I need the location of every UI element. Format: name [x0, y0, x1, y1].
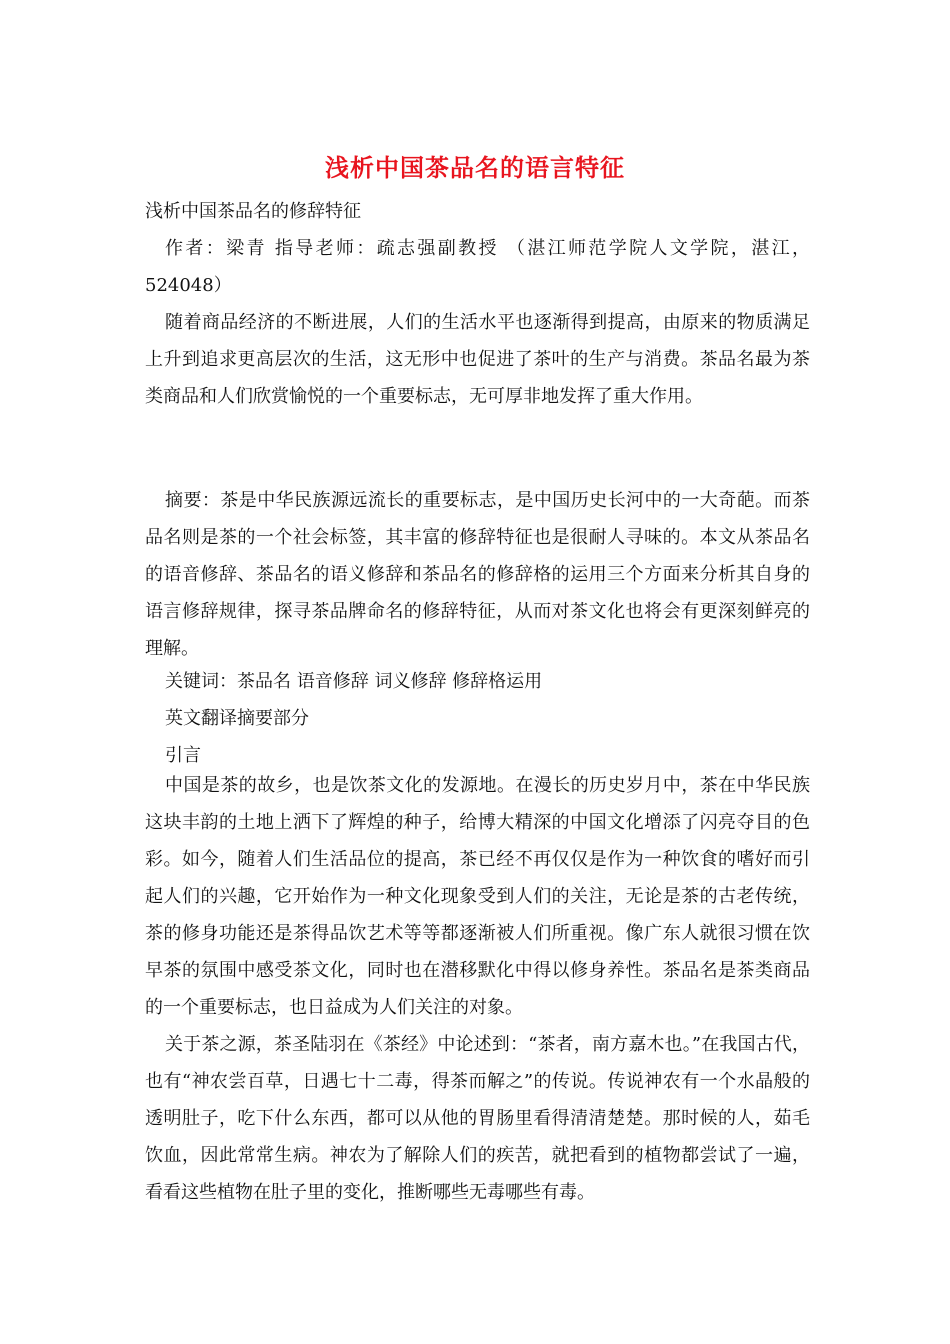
preface-heading: 引言 — [165, 745, 201, 766]
intro-paragraph: 随着商品经济的不断进展，人们的生活水平也逐渐得到提高，由原来的物质满足上升到追求更高层次的生活，这无形中也促进了茶叶的生产与消费。茶品名最为茶类商品和人们欣赏愉悦的一个重要标志，无可厚非地发挥了重大作用。 — [145, 312, 810, 407]
author-line: 作者：梁青 指导老师：疏志强副教授 （湛江师范学院人文学院，湛江，524048） — [145, 238, 810, 296]
keywords-line: 关键词：茶品名 语音修辞 词义修辞 修辞格运用 — [165, 671, 543, 692]
abstract-paragraph: 摘要：茶是中华民族源远流长的重要标志，是中国历史长河中的一大奇葩。而茶品名则是茶的一个社会标签，其丰富的修辞特征也是很耐人寻味的。本文从茶品名的语音修辞、茶品名的语义修辞和茶品名的修辞格的运用三个方面来分析其自身的语言修辞规律，探寻茶品牌命名的修辞特征，从而对茶文化也将会有更深刻鲜亮的理解。 — [145, 490, 810, 659]
english-abstract-heading: 英文翻译摘要部分 — [165, 708, 309, 729]
body-paragraph-china: 中国是茶的故乡，也是饮茶文化的发源地。在漫长的历史岁月中，茶在中华民族这块丰韵的土地上洒下了辉煌的种子，给博大精深的中国文化增添了闪亮夺目的色彩。如今，随着人们生活品位的提高，茶已经不再仅仅是作为一种饮食的嗜好而引起人们的兴趣，它开始作为一种文化现象受到人们的关注，无论是茶的古老传统，茶的修身功能还是茶得品饮艺术等等都逐渐被人们所重视。像广东人就很习惯在饮早茶的氛围中感受茶文化，同时也在潜移默化中得以修身养性。茶品名是茶类商品的一个重要标志，也日益成为人们关注的对象。 — [145, 775, 810, 1018]
document-subtitle: 浅析中国茶品名的修辞特征 — [145, 201, 361, 222]
body-paragraph-tea-origin: 关于茶之源，茶圣陆羽在《茶经》中论述到：“茶者，南方嘉木也。”在我国古代，也有“神农尝百草，日遇七十二毒，得茶而解之”的传说。传说神农有一个水晶般的透明肚子，吃下什么东西，都可以从他的胃肠里看得清清楚楚。那时候的人，茹毛饮血，因此常常生病。神农为了解除人们的疾苦，就把看到的植物都尝试了一遍，看看这些植物在肚子里的变化，推断哪些无毒哪些有毒。 — [145, 1034, 810, 1203]
document-title: 浅析中国茶品名的语言特征 — [325, 153, 625, 182]
